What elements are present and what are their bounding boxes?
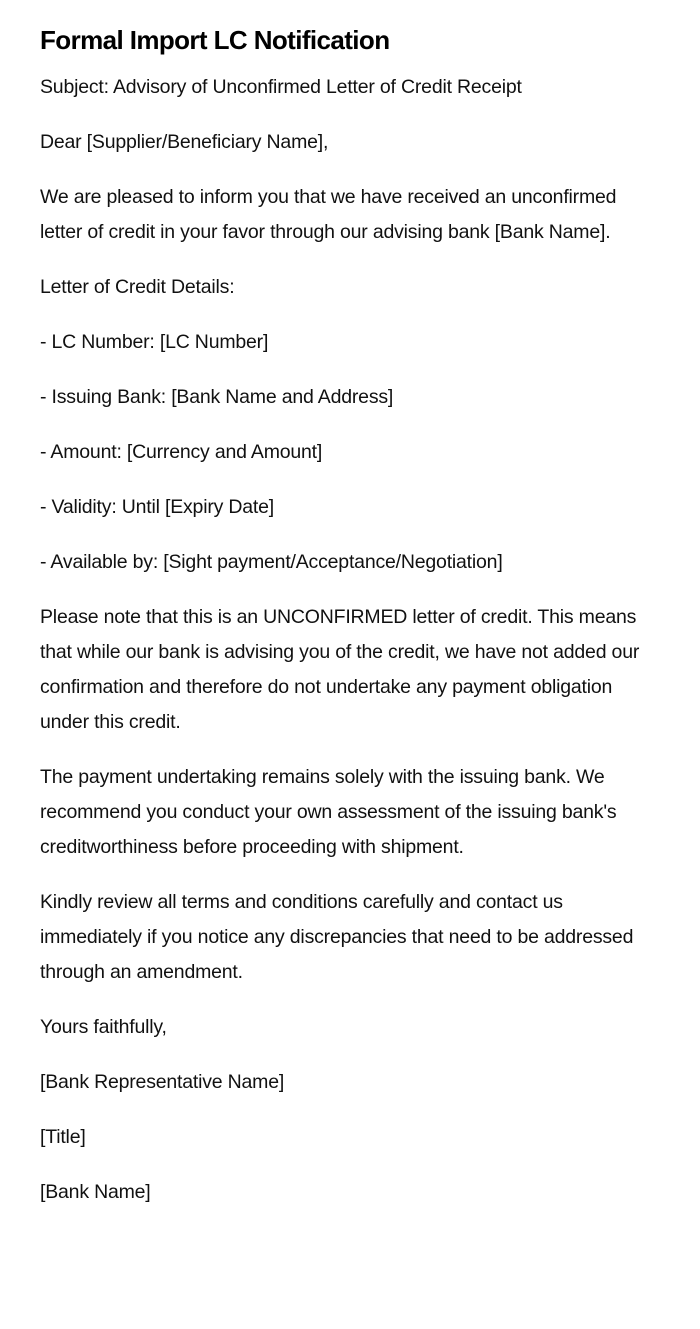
detail-amount: - Amount: [Currency and Amount]	[40, 441, 323, 463]
details-heading: Letter of Credit Details:	[40, 276, 235, 298]
undertaking-paragraph: The payment undertaking remains solely with the issuing bank. We recommend you conduct your own assessment of the issuing bank's creditworthiness before proceeding with shipment.	[40, 766, 617, 858]
closing: Yours faithfully,	[40, 1016, 167, 1038]
detail-available-by: - Available by: [Sight payment/Acceptance/Negotiation]	[40, 551, 503, 573]
signature-title: [Title]	[40, 1126, 86, 1148]
subject-line: Subject: Advisory of Unconfirmed Letter of Credit Receipt	[40, 76, 522, 98]
document-title: Formal Import LC Notification	[40, 25, 390, 55]
signature-name: [Bank Representative Name]	[40, 1071, 285, 1093]
detail-issuing-bank: - Issuing Bank: [Bank Name and Address]	[40, 386, 394, 408]
signature-bank: [Bank Name]	[40, 1181, 151, 1203]
review-paragraph: Kindly review all terms and conditions carefully and contact us immediately if you notice any discrepancies that need to be addressed through an amendment.	[40, 891, 634, 983]
salutation: Dear [Supplier/Beneficiary Name],	[40, 131, 329, 153]
intro-paragraph: We are pleased to inform you that we have received an unconfirmed letter of credit in your favor through our advising bank [Bank Name].	[40, 186, 617, 243]
detail-lc-number: - LC Number: [LC Number]	[40, 331, 269, 353]
unconfirmed-note-paragraph: Please note that this is an UNCONFIRMED letter of credit. This means that while our bank is advising you of the credit, we have not added our confirmation and therefore do not undertake any payment obligation under this credit.	[40, 606, 640, 733]
detail-validity: - Validity: Until [Expiry Date]	[40, 496, 275, 518]
